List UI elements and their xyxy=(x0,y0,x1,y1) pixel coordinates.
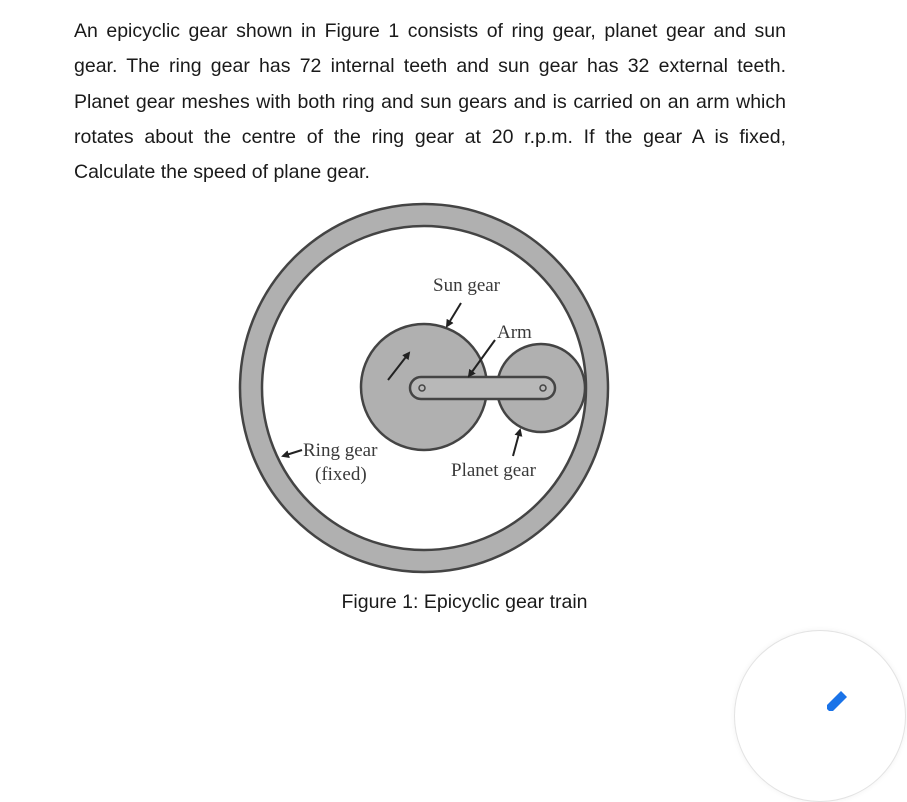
pencil-icon xyxy=(823,687,851,715)
sun-gear-label: Sun gear xyxy=(433,275,501,296)
arm-label: Arm xyxy=(497,322,532,343)
arm-pivot-sun xyxy=(419,385,425,391)
planet-gear-label: Planet gear xyxy=(451,460,536,481)
edit-button[interactable] xyxy=(734,630,906,802)
arm xyxy=(410,377,555,399)
problem-statement: An epicyclic gear shown in Figure 1 consists of ring gear, planet gear and sun gear. The ring gear has 72 internal teeth and sun gear has 32 external teeth. Planet gear meshes with both ring and sun gears and is carried on an arm which rotates about the centre of the ring gear at 20 r.p.m. If the gear A is fixed, Calculate the speed of plane gear. xyxy=(74,20,786,184)
epicyclic-gear-figure xyxy=(236,202,616,580)
figure-caption: Figure 1: Epicyclic gear train xyxy=(341,591,588,613)
arm-pivot-planet xyxy=(540,385,546,391)
ring-gear-label: Ring gear xyxy=(303,440,378,461)
ring-gear-fixed-label: (fixed) xyxy=(315,464,367,485)
gear-train-diagram xyxy=(236,202,616,580)
